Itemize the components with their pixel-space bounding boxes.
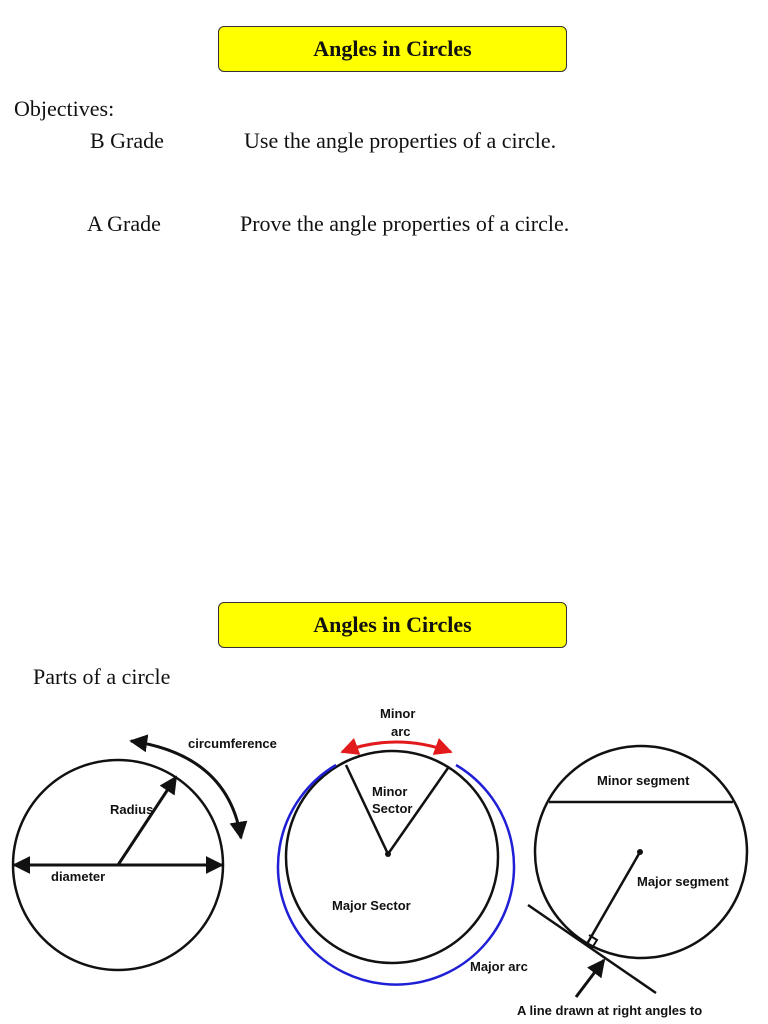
major-segment-label: Major segment [637,874,729,889]
sector-circle-outline [286,751,498,963]
slide1-title: Angles in Circles [218,26,567,72]
objective-a-text: Prove the angle properties of a circle. [240,211,570,236]
minor-segment-label: Minor segment [597,773,690,788]
objective-b-text: Use the angle properties of a circle. [244,128,557,153]
objective-a-grade: A Grade [87,211,161,236]
objectives-label: Objectives: [14,96,115,121]
tangent-note-label: A line drawn at right angles to [517,1003,703,1018]
parts-of-circle-heading: Parts of a circle [33,664,171,689]
slide2-title: Angles in Circles [218,602,567,648]
major-sector-label: Major Sector [332,898,411,913]
circle-basic-diagram [13,736,277,970]
tangent-line [528,905,656,993]
diameter-label: diameter [51,869,106,884]
circumference-arrow [131,741,241,838]
minor-sector-label-line2: Sector [372,801,413,816]
major-arc-label: Major arc [470,959,528,974]
sector-center-dot [385,851,391,857]
objective-b-grade: B Grade [90,128,164,153]
radius-label: Radius [110,802,154,817]
radius-line [118,777,176,865]
tangent-radius-line [587,852,640,944]
circle-segments-diagram [517,746,747,1018]
minor-arc-label-line2: arc [391,724,411,739]
circle-sectors-diagram [278,706,528,985]
circumference-label: circumference [188,736,277,751]
segment-center-dot [637,849,643,855]
tangent-pointer-arrow [576,960,604,997]
minor-arc-label-line1: Minor [380,706,416,721]
parts-of-circle-diagram [0,690,768,1024]
minor-sector-label-line1: Minor [372,784,408,799]
